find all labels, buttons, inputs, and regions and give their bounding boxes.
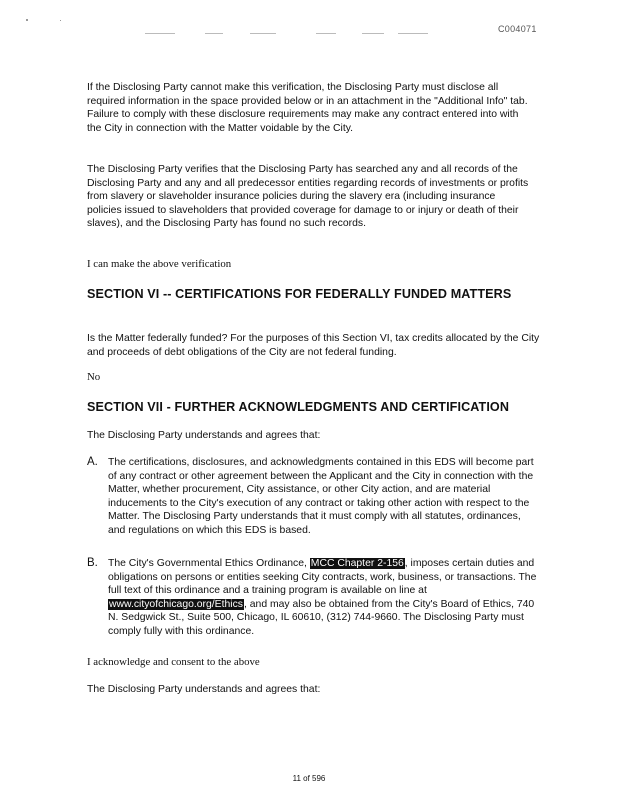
list-marker: B. [87, 557, 98, 569]
list-item-text [108, 557, 537, 639]
scan-artifact-line [398, 33, 428, 34]
ordinance-text-2: , imposes certain duties and obligations on persons or entities seeking City contracts, work, business, or transactions. The full text of this ordinance and a training program is available on line at [108, 558, 537, 597]
page-number: 11 of 596 [292, 774, 326, 783]
scan-artifact-line [145, 33, 175, 34]
section-6-answer: No [87, 371, 101, 383]
ethics-website-link[interactable]: www.cityofchicago.org/Ethics [109, 598, 243, 610]
scan-artifact-line [362, 33, 384, 34]
ordinance-text-3: , and may also be obtained from the City's Board of Ethics, 740 N. Sedgwick St., Suite 500, Chicago, IL 60610, (312) 744-9660. The Disclosing Party must comply fully with this ordinance. [108, 598, 535, 637]
scan-artifact-line [250, 33, 276, 34]
verification-response: I can make the above verification [87, 258, 232, 270]
document-code: C004071 [498, 24, 537, 34]
list-marker: A. [87, 456, 98, 468]
section-6-heading: SECTION VI -- CERTIFICATIONS FOR FEDERALLY FUNDED MATTERS [87, 287, 512, 301]
mcc-chapter-link[interactable]: MCC Chapter 2-156 [310, 558, 404, 569]
scan-artifact-line [205, 33, 223, 34]
ordinance-text-1: The City's Governmental Ethics Ordinance, [108, 558, 310, 569]
section-6-question: Is the Matter federally funded? For the purposes of this Section VI, tax credits allocated by the City and proceeds of debt obligations of the City are not federal funding. [87, 333, 540, 358]
list-item [87, 557, 537, 639]
slavery-records-paragraph: The Disclosing Party verifies that the Disclosing Party has searched any and all records of the Disclosing Party and any and all predecessor entities regarding records of investments or profits from slavery or slaveholder insurance policies during the slavery era (including insurance policies issued to slaveholders that provided coverage for damage to or injury or death of their slaves), and the Disclosing Party has found no such records. [87, 164, 529, 229]
acknowledgment-response: I acknowledge and consent to the above [87, 656, 260, 668]
list-item [87, 456, 537, 538]
scan-speck [26, 19, 28, 21]
scan-artifact-line [316, 33, 336, 34]
section-7-intro: The Disclosing Party understands and agrees that: [87, 430, 321, 441]
section-7-intro-repeat: The Disclosing Party understands and agrees that: [87, 684, 321, 695]
verification-fail-paragraph: If the Disclosing Party cannot make this verification, the Disclosing Party must disclose all required information in the space provided below or in an attachment in the "Additional Info" tab. Failure to comply with these disclosure requirements may make any contract entered into with the City in connection with the Matter voidable by the City. [87, 82, 528, 134]
scan-speck [60, 20, 61, 21]
list-item-text: The certifications, disclosures, and acknowledgments contained in this EDS will become part of any contract or other agreement between the Applicant and the City in connection with the Matter, whether procurement, City assistance, or other City action, and are material inducements to the City's execution of any contract or taking other action with respect to the Matter. The Disclosing Party understands that it must comply with all statutes, ordinances, and regulations on which this EDS is based. [108, 457, 534, 536]
section-7-heading: SECTION VII - FURTHER ACKNOWLEDGMENTS AND CERTIFICATION [87, 400, 510, 414]
